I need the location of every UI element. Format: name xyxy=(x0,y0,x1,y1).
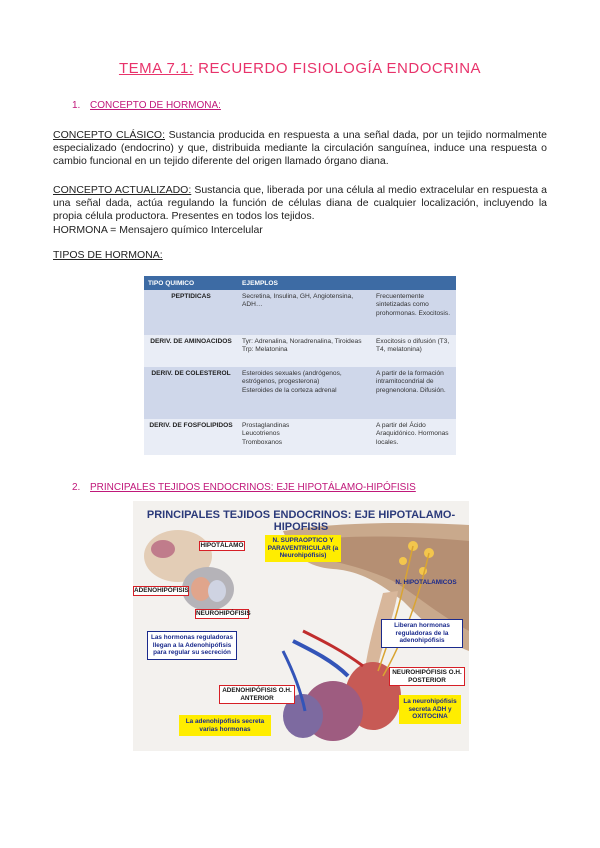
column-header: TIPO QUIMICO xyxy=(144,276,238,290)
adenohipofisis-small-label: ADENOHIPÓFISIS xyxy=(134,587,189,594)
table-row xyxy=(144,367,456,419)
column-header xyxy=(372,276,456,290)
concepto-actualizado-paragraph xyxy=(53,184,547,237)
section-2-title: PRINCIPALES TEJIDOS ENDOCRINOS: EJE HIPOTÁLAMO-HIPÓFISIS xyxy=(90,482,416,493)
table-header-row xyxy=(144,276,456,290)
table-row xyxy=(144,335,456,367)
section-2-heading xyxy=(72,482,416,493)
ejemplos-cell: Tyr: Adrenalina, Noradrenalina, Tiroideas Trp: Melatonina xyxy=(238,335,372,367)
neurohipofisis-small-label: NEUROHIPÓFISIS xyxy=(196,610,251,617)
table-row xyxy=(144,290,456,335)
tipo-cell: DERIV. DE AMINOACIDOS xyxy=(144,335,238,367)
ejemplos-cell: Esteroides sexuales (andrógenos, estrógenos, progesterona) Esteroides de la corteza adrenal xyxy=(238,367,372,419)
n-supraoptico-label: N. SUPRAOPTICO Y PARAVENTRICULAR (a Neurohipófisis) xyxy=(265,535,341,562)
extra-cell: A partir del Ácido Araquidónico. Hormonas locales. xyxy=(372,419,456,455)
section-1-number: 1. xyxy=(72,100,81,111)
page-title xyxy=(0,60,600,77)
n-hipotalamicos-label: N. HIPOTALAMICOS xyxy=(395,579,457,586)
table-row xyxy=(144,419,456,455)
tipo-cell: PEPTIDICAS xyxy=(144,290,238,335)
title-prefix: TEMA 7.1: xyxy=(118,60,194,77)
ejemplos-cell: Secretina, Insulina, GH, Angiotensina, ADH… xyxy=(238,290,372,335)
ejemplos-cell: Prostaglandinas Leucotrienos Tromboxanos xyxy=(238,419,372,455)
concepto-clasico-text: Sustancia producida en respuesta a una señal dada, por un tejido normalmente especializado (endocrino) y que, distribuida mediante la circulación sanguínea, induce una respuesta o cambio funcional en un tejido diferente del origen llamado órgano diana. xyxy=(53,129,547,168)
tipos-table xyxy=(144,276,456,455)
extra-cell: Frecuentemente sintetizadas como prohormonas. Exocitosis. xyxy=(372,290,456,335)
concepto-clasico-paragraph xyxy=(53,129,547,169)
extra-cell: Exocitosis o difusión (T3, T4, melatonina) xyxy=(372,335,456,367)
section-2-number: 2. xyxy=(72,482,81,493)
hipotalamo-hipofisis-figure xyxy=(133,501,469,751)
concepto-actualizado-text: Sustancia que, liberada por una célula al medio extracelular en respuesta a una señal dada, actúa regulando la función de células diana de cualquier localización, incluyendo la propia célula productora. Presentes en todos los tejidos. xyxy=(53,184,547,223)
neurohipofisis-secreta-label: La neurohipófisis secreta ADH y OXITOCINA xyxy=(399,695,461,724)
column-header: EJEMPLOS xyxy=(238,276,372,290)
extra-cell: A partir de la formación intramitocondrial de pregnenolona. Difusión. xyxy=(372,367,456,419)
hipotalamo-label: HIPOTÁLAMO xyxy=(200,542,244,549)
adenohipofisis-secreta-label: La adenohipófisis secreta varias hormonas xyxy=(179,715,271,736)
adenohipofisis-anterior-label: ADENOHIPÓFISIS O.H. ANTERIOR xyxy=(219,685,295,704)
tipos-heading: TIPOS DE HORMONA: xyxy=(53,249,163,261)
tipo-cell: DERIV. DE COLESTEROL xyxy=(144,367,238,419)
liberan-hormonas-label: Liberan hormonas reguladoras de la adenohipófisis xyxy=(381,619,463,648)
title-text: RECUERDO FISIOLOGÍA ENDOCRINA xyxy=(193,60,482,77)
figure-title: PRINCIPALES TEJIDOS ENDOCRINOS: EJE HIPOTALAMO-HIPOFISIS xyxy=(146,509,456,533)
hormona-definition: HORMONA = Mensajero químico Intercelular xyxy=(53,223,263,236)
hormonas-reguladoras-label: Las hormonas reguladoras llegan a la Adenohipófisis para regular su secreción xyxy=(147,631,237,660)
concepto-actualizado-label: CONCEPTO ACTUALIZADO: xyxy=(53,184,192,196)
tipo-cell: DERIV. DE FOSFOLIPIDOS xyxy=(144,419,238,455)
concepto-clasico-label: CONCEPTO CLÁSICO: xyxy=(53,129,165,141)
neurohipofisis-posterior-label: NEUROHIPÓFISIS O.H. POSTERIOR xyxy=(389,667,465,686)
section-1-heading xyxy=(72,100,221,111)
section-1-title: CONCEPTO DE HORMONA: xyxy=(90,100,221,111)
